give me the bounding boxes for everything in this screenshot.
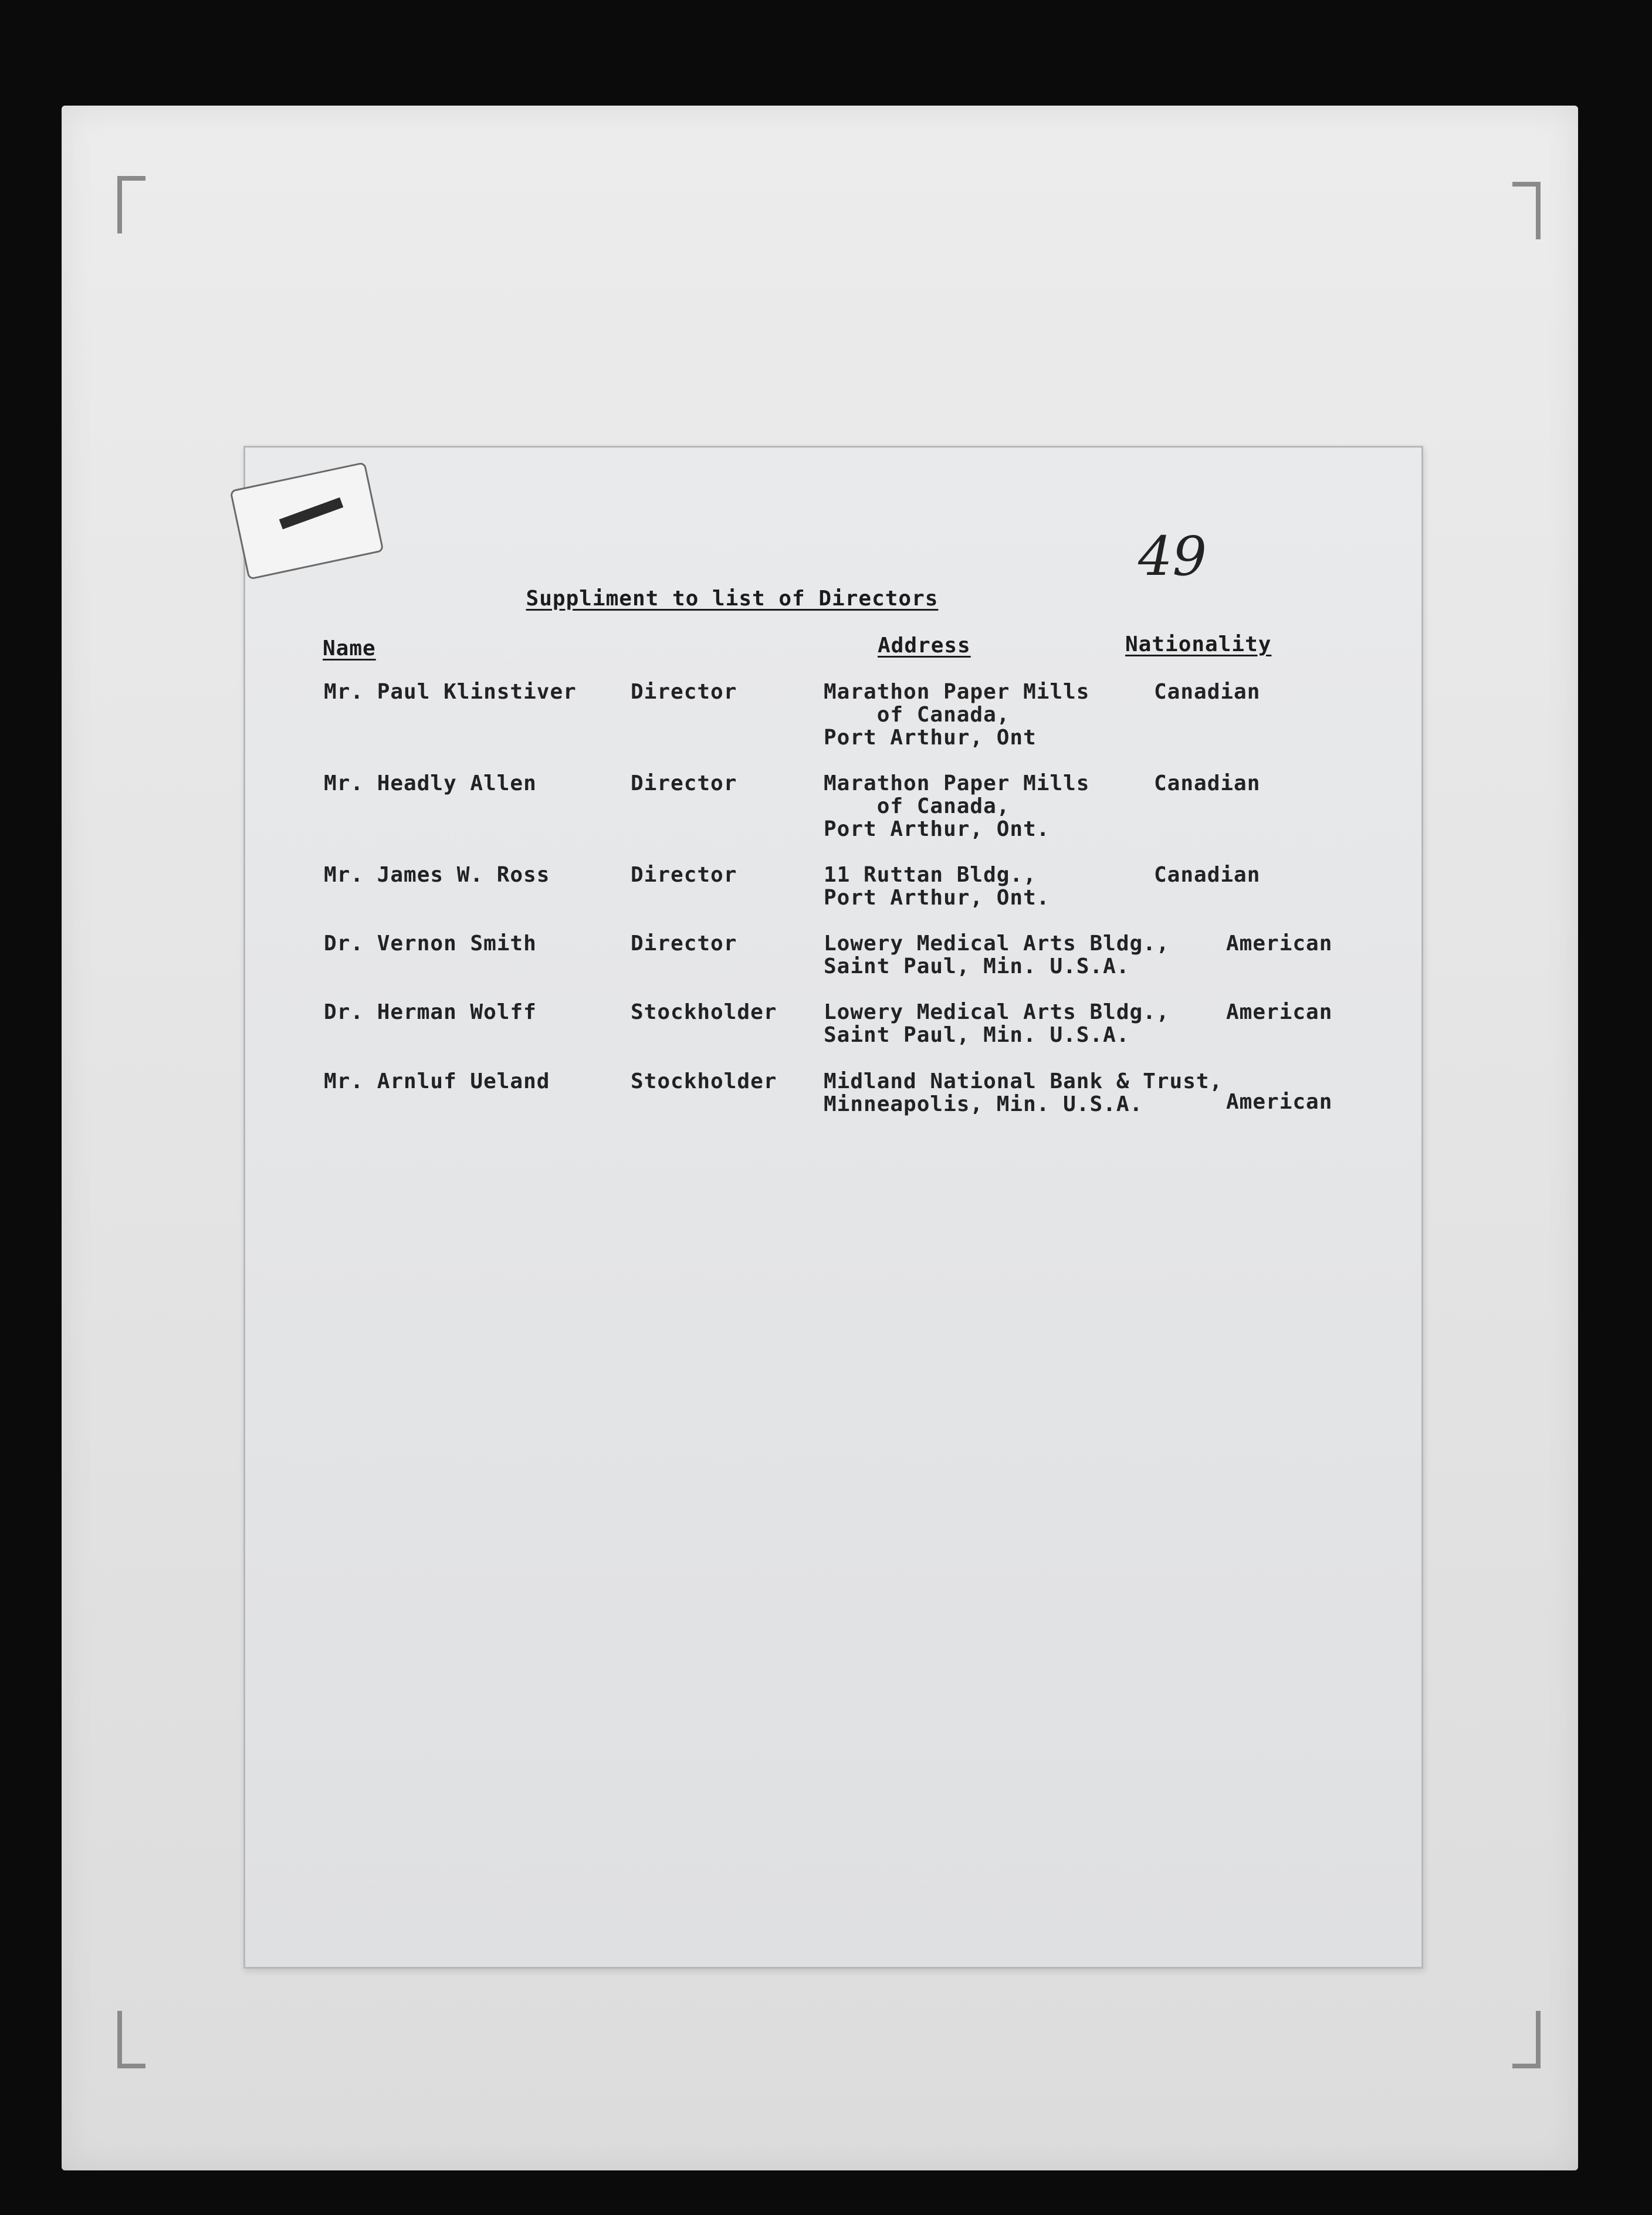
person-name: Dr. Vernon Smith (324, 932, 537, 956)
person-address: Lowery Medical Arts Bldg., Saint Paul, Min. U.S.A. (824, 932, 1170, 978)
person-name: Dr. Herman Wolff (324, 1000, 537, 1024)
person-nationality: American (1226, 1090, 1333, 1114)
column-header-nationality: Nationality (1125, 632, 1272, 656)
person-role: Director (631, 863, 737, 887)
corner-bracket-bottom-left (117, 2011, 145, 2068)
person-address: Marathon Paper Mills of Canada, Port Arthur, Ont. (824, 771, 1090, 841)
person-role: Stockholder (631, 1069, 777, 1093)
person-role: Director (631, 680, 737, 704)
person-address: Midland National Bank & Trust, Minneapolis, Min. U.S.A. (824, 1069, 1223, 1116)
person-name: Mr. Paul Klinstiver (324, 680, 577, 704)
person-role: Director (631, 771, 737, 795)
corner-bracket-bottom-right (1512, 2011, 1541, 2068)
person-role: Director (631, 932, 737, 956)
person-role: Stockholder (631, 1000, 777, 1024)
person-nationality: Canadian (1154, 771, 1261, 795)
person-address: Lowery Medical Arts Bldg., Saint Paul, Min. U.S.A. (824, 1000, 1170, 1047)
person-nationality: American (1226, 932, 1333, 956)
column-header-address: Address (878, 634, 971, 658)
person-nationality: Canadian (1154, 680, 1261, 704)
document-title (0, 587, 1652, 611)
person-address: Marathon Paper Mills of Canada, Port Arthur, Ont (824, 680, 1090, 750)
person-name: Mr. Headly Allen (324, 771, 537, 795)
person-address: 11 Ruttan Bldg., Port Arthur, Ont. (824, 863, 1050, 910)
person-name: Mr. Arnluf Ueland (324, 1069, 550, 1093)
typed-page (243, 446, 1423, 1969)
person-nationality: American (1226, 1000, 1333, 1024)
person-name: Mr. James W. Ross (324, 863, 550, 887)
handwritten-page-number: 49 (1138, 525, 1207, 588)
document-title-text: Suppliment to list of Directors (526, 587, 939, 611)
column-header-name: Name (323, 636, 376, 661)
person-nationality: Canadian (1154, 863, 1261, 887)
corner-bracket-top-right (1512, 182, 1541, 239)
corner-bracket-top-left (117, 176, 145, 233)
